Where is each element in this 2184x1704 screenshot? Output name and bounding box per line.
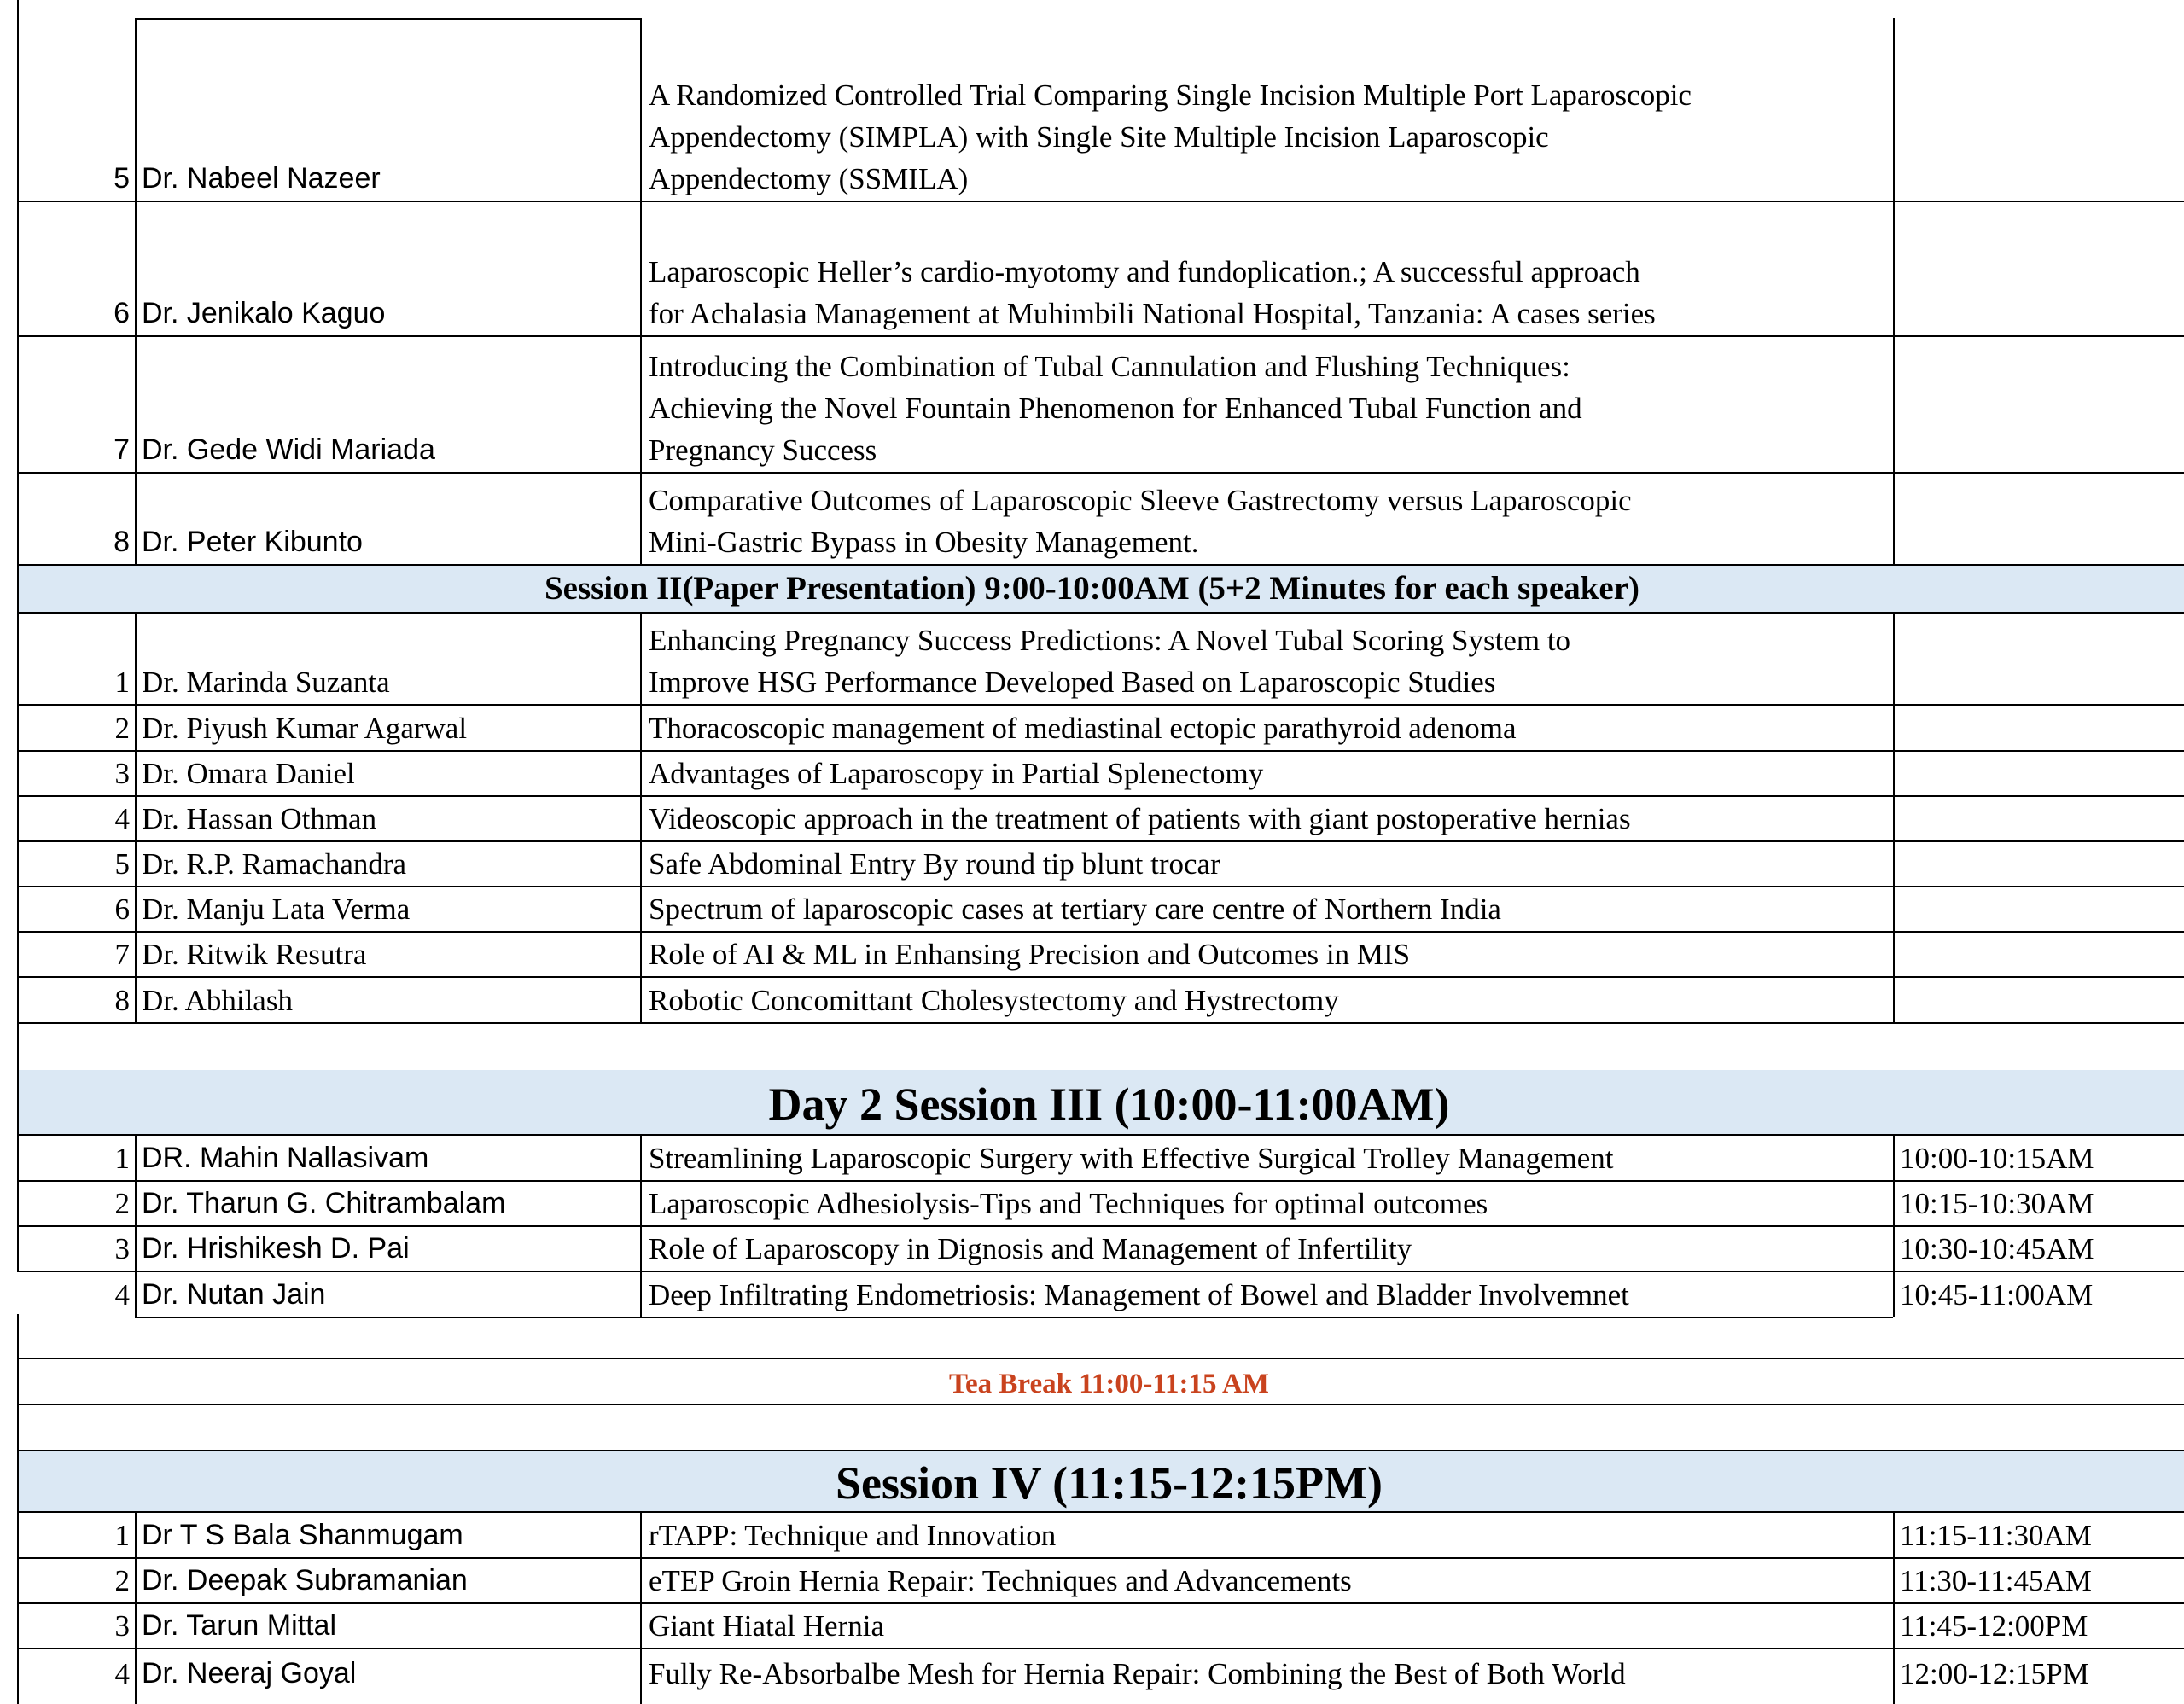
- speaker-name: Dr. Nabeel Nazeer: [142, 162, 381, 195]
- row-number: 2: [114, 712, 130, 745]
- row-number: 5: [114, 847, 130, 881]
- speaker-name: Dr. Piyush Kumar Agarwal: [142, 712, 468, 745]
- grid-line: [17, 1314, 19, 1704]
- row-number: 2: [114, 1187, 130, 1220]
- grid-line: [640, 18, 642, 565]
- topic-title: Introducing the Combination of Tubal Cannulation and Flushing Techniques: Achieving the Novel Fountain Phenomenon for Enhanced Tubal Function and Pregnancy Success: [649, 350, 1582, 467]
- time-slot: [1893, 932, 2184, 977]
- topic-title: Thoracoscopic management of mediastinal ectopic parathyroid adenoma: [649, 712, 1517, 745]
- speaker-name: Dr. R.P. Ramachandra: [142, 847, 407, 881]
- grid-line: [17, 1180, 2184, 1182]
- grid-line: [17, 1511, 2184, 1513]
- row-number: 3: [114, 757, 130, 790]
- topic-title: Fully Re-Absorbalbe Mesh for Hernia Repair: Combining the Best of Both World: [649, 1657, 1626, 1690]
- grid-line: [17, 0, 19, 1271]
- session3-title: Day 2 Session III (10:00-11:00AM): [768, 1079, 1450, 1130]
- grid-line: [17, 612, 2184, 614]
- row-number: 1: [114, 1519, 130, 1552]
- grid-line: [1893, 612, 1895, 1023]
- row-number: 3: [114, 1232, 130, 1265]
- grid-line: [17, 1134, 2184, 1136]
- topic-title: Giant Hiatal Hernia: [649, 1609, 885, 1643]
- speaker-name: Dr T S Bala Shanmugam: [142, 1519, 463, 1551]
- row-number: 2: [114, 1564, 130, 1597]
- grid-line: [17, 886, 2184, 887]
- time-slot: [1893, 751, 2184, 796]
- topic-title: Laparoscopic Heller’s cardio-myotomy and fundoplication.; A successful approach for Achalasia Management at Muhimbili National Hospital, Tanzania: A cases series: [649, 255, 1656, 330]
- grid-line: [17, 931, 2184, 933]
- speaker-name: DR. Mahin Nallasivam: [142, 1142, 429, 1174]
- grid-line: [17, 1022, 2184, 1024]
- time-slot: 11:15-11:30AM: [1900, 1519, 2092, 1552]
- speaker-name: Dr. Hassan Othman: [142, 802, 377, 835]
- grid-line: [17, 335, 2184, 337]
- grid-line: [17, 1648, 2184, 1649]
- time-slot: [1893, 336, 2184, 473]
- grid-line: [17, 750, 2184, 752]
- grid-line: [17, 1450, 2184, 1451]
- time-slot: [1893, 705, 2184, 751]
- topic-title: Videoscopic approach in the treatment of patients with giant postoperative hernias: [649, 802, 1631, 835]
- speaker-name: Dr. Manju Lata Verma: [142, 893, 411, 926]
- grid-line: [640, 1134, 642, 1317]
- row-number: 3: [114, 1609, 130, 1643]
- row-number: 8: [114, 984, 130, 1017]
- topic-title: rTAPP: Technique and Innovation: [649, 1519, 1057, 1552]
- grid-line: [17, 201, 2184, 202]
- grid-line: [17, 564, 2184, 566]
- grid-line: [640, 1511, 642, 1704]
- grid-line: [17, 1358, 2184, 1359]
- session2-title: Session II(Paper Presentation) 9:00-10:00AM (5+2 Minutes for each speaker): [544, 570, 1640, 607]
- grid-line: [17, 1602, 2184, 1604]
- time-slot: 10:30-10:45AM: [1900, 1232, 2094, 1265]
- grid-line: [135, 1134, 137, 1317]
- session4-title: Session IV (11:15-12:15PM): [836, 1457, 1383, 1509]
- row-number: 6: [114, 893, 130, 926]
- speaker-name: Dr. Omara Daniel: [142, 757, 355, 790]
- time-slot: [1893, 473, 2184, 565]
- speaker-name: Dr. Jenikalo Kaguo: [142, 297, 386, 329]
- speaker-name: Dr. Neeraj Goyal: [142, 1657, 357, 1689]
- topic-title: Role of Laparoscopy in Dignosis and Management of Infertility: [649, 1232, 1412, 1265]
- topic-title: Role of AI & ML in Enhansing Precision and Outcomes in MIS: [649, 938, 1411, 971]
- topic-title: Deep Infiltrating Endometriosis: Management of Bowel and Bladder Involvemnet: [649, 1278, 1629, 1311]
- row-number: 7: [114, 433, 130, 466]
- time-slot: [1893, 201, 2184, 336]
- topic-title: Enhancing Pregnancy Success Predictions: A Novel Tubal Scoring System to Improve HSG Performance Developed Based on Laparoscopic Studies: [649, 624, 1571, 699]
- speaker-name: Dr. Marinda Suzanta: [142, 666, 390, 699]
- time-slot: [1893, 613, 2184, 705]
- grid-line: [17, 472, 2184, 474]
- grid-line: [17, 976, 2184, 978]
- row-number: 7: [114, 938, 130, 971]
- row-number: 1: [114, 1142, 130, 1175]
- speaker-name: Dr. Ritwik Resutra: [142, 938, 367, 971]
- topic-title: Spectrum of laparoscopic cases at tertiary care centre of Northern India: [649, 893, 1501, 926]
- grid-line: [17, 1404, 2184, 1405]
- row-number: 1: [114, 666, 130, 699]
- row-number: 5: [114, 162, 130, 195]
- row-number: 4: [114, 1657, 130, 1690]
- topic-title: A Randomized Controlled Trial Comparing Single Incision Multiple Port Laparoscopic Appendectomy (SIMPLA) with Single Site Multiple Incision Laparoscopic Appendectomy (SSMILA): [649, 79, 1692, 195]
- topic-title: eTEP Groin Hernia Repair: Techniques and Advancements: [649, 1564, 1352, 1597]
- grid-line: [17, 840, 2184, 842]
- grid-line: [17, 795, 2184, 797]
- speaker-name: Dr. Nutan Jain: [142, 1278, 326, 1311]
- grid-line: [135, 1317, 1893, 1318]
- grid-line: [135, 612, 137, 1023]
- row-number: 4: [114, 1278, 130, 1311]
- time-slot: [1893, 19, 2184, 201]
- topic-title: Comparative Outcomes of Laparoscopic Sleeve Gastrectomy versus Laparoscopic Mini-Gastric Bypass in Obesity Management.: [649, 484, 1632, 559]
- grid-line: [1893, 1134, 1895, 1317]
- grid-line: [135, 18, 640, 20]
- row-number: 4: [114, 802, 130, 835]
- time-slot: 11:45-12:00PM: [1900, 1609, 2088, 1643]
- time-slot: [1893, 841, 2184, 887]
- speaker-name: Dr. Tharun G. Chitrambalam: [142, 1187, 506, 1219]
- grid-line: [135, 1511, 137, 1704]
- time-slot: [1893, 796, 2184, 841]
- speaker-name: Dr. Tarun Mittal: [142, 1609, 337, 1642]
- time-slot: 10:15-10:30AM: [1900, 1187, 2094, 1220]
- time-slot: 11:30-11:45AM: [1900, 1564, 2092, 1597]
- time-slot: [1893, 977, 2184, 1023]
- time-slot: 12:00-12:15PM: [1900, 1657, 2089, 1690]
- row-number: 6: [114, 297, 130, 329]
- topic-title: Laparoscopic Adhesiolysis-Tips and Techniques for optimal outcomes: [649, 1187, 1488, 1220]
- grid-line: [640, 612, 642, 1023]
- row-number: 8: [114, 526, 130, 558]
- time-slot: 10:00-10:15AM: [1900, 1142, 2094, 1175]
- grid-line: [17, 704, 2184, 706]
- tea-break-label: Tea Break 11:00-11:15 AM: [949, 1369, 1269, 1399]
- grid-line: [1893, 1511, 1895, 1704]
- speaker-name: Dr. Hrishikesh D. Pai: [142, 1232, 410, 1265]
- speaker-name: Dr. Gede Widi Mariada: [142, 433, 435, 466]
- speaker-name: Dr. Abhilash: [142, 984, 293, 1017]
- time-slot: [1893, 887, 2184, 932]
- grid-line: [17, 1225, 2184, 1227]
- topic-title: Advantages of Laparoscopy in Partial Splenectomy: [649, 757, 1264, 790]
- grid-line: [1893, 18, 1895, 565]
- topic-title: Safe Abdominal Entry By round tip blunt trocar: [649, 847, 1220, 881]
- topic-title: Streamlining Laparoscopic Surgery with Effective Surgical Trolley Management: [649, 1142, 1614, 1175]
- grid-line: [17, 1271, 2184, 1272]
- speaker-name: Dr. Peter Kibunto: [142, 526, 363, 558]
- grid-line: [17, 1557, 2184, 1559]
- speaker-name: Dr. Deepak Subramanian: [142, 1564, 468, 1596]
- grid-line: [135, 18, 137, 565]
- topic-title: Robotic Concomittant Cholesystectomy and Hystrectomy: [649, 984, 1339, 1017]
- time-slot: 10:45-11:00AM: [1900, 1278, 2094, 1311]
